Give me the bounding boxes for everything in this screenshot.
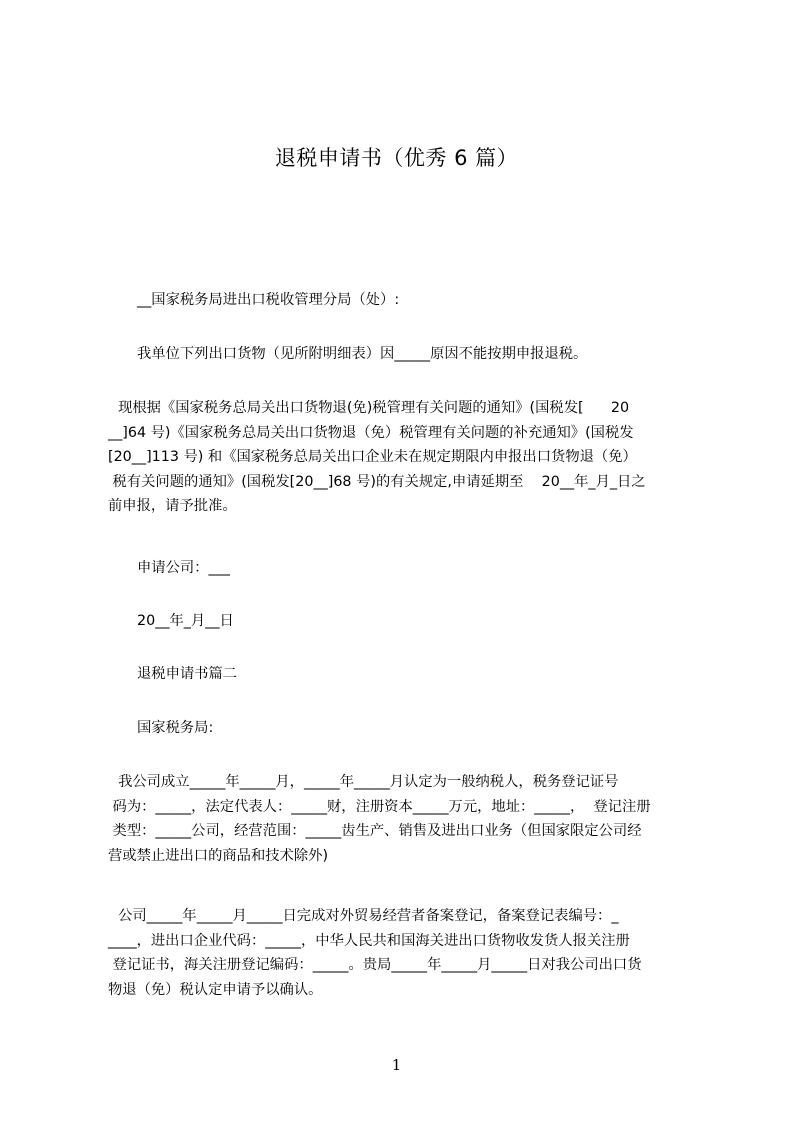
paragraph-line: __]64 号)《国家税务总局关出口货物退（免）税管理有关问题的补充通知》(国税发 (108, 424, 634, 441)
paragraph-legal-basis (108, 396, 702, 519)
application-date: 20__年_月__日 (137, 613, 234, 629)
paragraph-line: 物退（免）税认定申请予以确认。 (108, 981, 323, 998)
paragraph-company-info (108, 770, 702, 868)
paragraph-line: [20__]113 号) 和《国家税务总局关出口企业未在规定期限内申报出口货物退（免） (108, 449, 637, 465)
paragraph-registration-info (108, 904, 702, 1002)
page-number: 1 (391, 1056, 402, 1074)
paragraph-line: 我公司成立_____年_____月，_____年_____月认定为一般纳税人，税务登记证号 (109, 774, 619, 790)
paragraph-line: 登记证书，海关注册登记编码：_____。贵局_____年_____月_____日对我公司出口货 (108, 957, 642, 973)
paragraph-line: 码为：_____，法定代表人：_____财，注册资本_____万元，地址：_____， 登记注册 (108, 798, 651, 815)
paragraph-line: 公司_____年_____月_____日完成对外贸易经营者备案登记，备案登记表编号：_ (109, 908, 619, 924)
paragraph-line: 前申报，请予批准。 (108, 498, 237, 514)
section-2-heading: 退税申请书篇二 (137, 666, 238, 682)
paragraph-line: 税有关问题的通知》(国税发[20__]68 号)的有关规定,申请延期至 20__年_月_日之 (108, 473, 646, 490)
addressee-tax-bureau-branch: __国家税务局进出口税收管理分局（处）: (137, 292, 400, 308)
paragraph-line: 现根据《国家税务总局关出口货物退(免)税管理有关问题的通知》(国税发[ 20 (109, 400, 630, 416)
applicant-company: 申请公司：___ (137, 560, 230, 576)
paragraph-line: 营或禁止进出口的商品和技术除外) (108, 847, 329, 864)
paragraph-delay-reason: 我单位下列出口货物（见所附明细表）因_____原因不能按期申报退税。 (137, 346, 588, 362)
paragraph-line: 类型：_____公司，经营范围：_____齿生产、销售及进出口业务（但国家限定公司经 (108, 823, 642, 839)
document-title: 退税申请书（优秀 6 篇） (274, 146, 519, 170)
addressee-tax-bureau: 国家税务局: (137, 720, 214, 736)
paragraph-line: ____，进出口企业代码：_____，中华人民共和国海关进出口货物收发货人报关注册 (108, 932, 630, 949)
